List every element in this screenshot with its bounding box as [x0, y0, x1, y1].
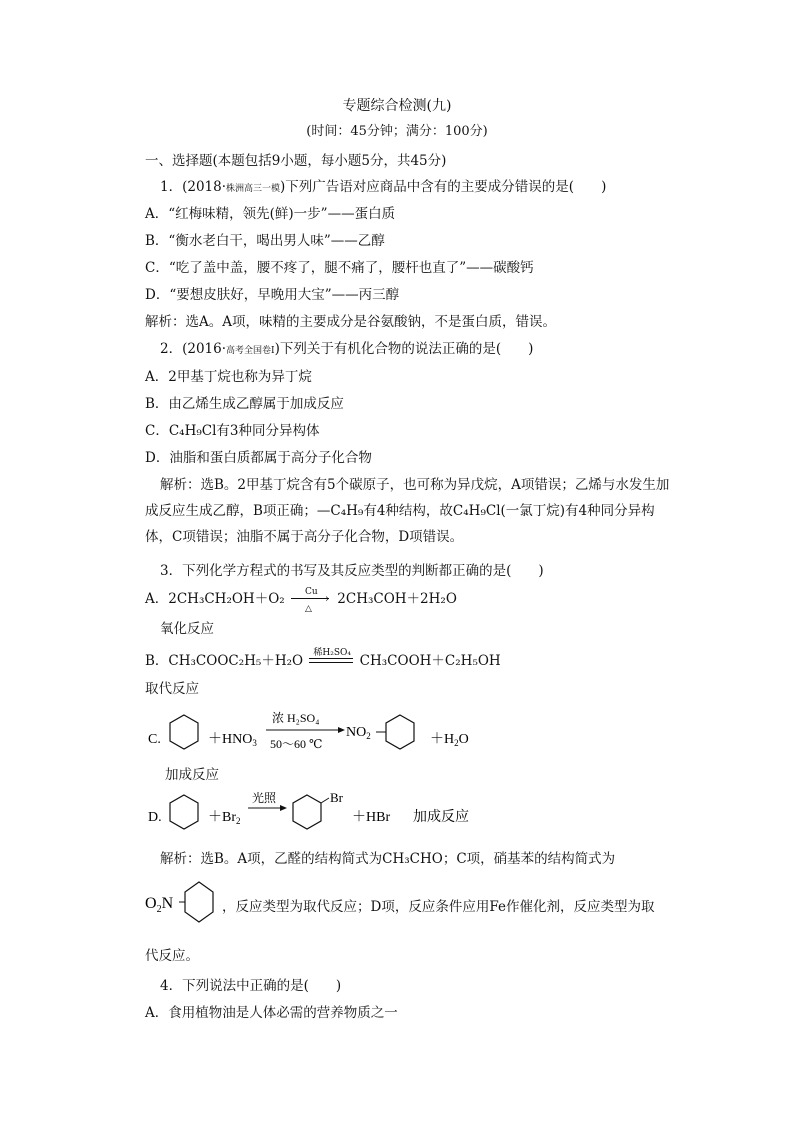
benzene-ring-icon	[170, 795, 198, 829]
q2-stem: 2．(2016·高考全国卷Ⅰ)下列关于有机化合物的说法正确的是( )	[160, 341, 534, 357]
bond-line	[321, 798, 329, 803]
q3-d-cond: 光照	[252, 791, 277, 805]
q3-d-type: 加成反应	[413, 810, 469, 825]
arrow-head-icon	[280, 805, 287, 811]
q3-option-c-reaction	[148, 700, 498, 762]
q3-b-arrow: 稀H₂SO₄	[307, 652, 355, 670]
q1-option-d: D．“要想皮肤好，早晚用大宝”——丙三醇	[145, 287, 400, 303]
svg-text:Br: Br	[330, 790, 343, 805]
q3-d-label: D.	[148, 810, 162, 825]
q1-option-b: B．“衡水老白干，喝出男人味”——乙醇	[145, 233, 385, 249]
q3-b-type: 取代反应	[145, 681, 199, 697]
q4-option-a: A．食用植物油是人体必需的营养物质之一	[145, 1005, 398, 1021]
q3-c-cond-top: 浓 H₂SO₄	[272, 711, 320, 725]
q1-option-a: A．“红梅味精，领先(鲜)一步”——蛋白质	[145, 206, 396, 222]
q3-option-d-reaction	[148, 788, 488, 844]
svg-text:＋Br2: $+Br_2$	[208, 810, 241, 826]
q2-source: 高考全国卷Ⅰ	[226, 346, 275, 356]
benzene-ring-icon	[386, 715, 414, 749]
forward-arrow-line	[309, 658, 353, 659]
q1-option-c: C．“吃了盖中盖，腰不疼了，腿不痛了，腰杆也直了”——碳酸钙	[145, 260, 534, 276]
q3-stem: 3．下列化学方程式的书写及其反应类型的判断都正确的是( )	[160, 563, 544, 579]
svg-text:NO2: $NO_2$	[346, 725, 371, 741]
q3-answer-line3: 代反应。	[145, 948, 199, 964]
q4-stem: 4．下列说法中正确的是( )	[160, 978, 342, 994]
q3-a-arrow: Cu › △	[289, 590, 333, 608]
benzene-ring-icon	[170, 715, 198, 749]
q1-stem: 1．(2018·株洲高三一模)下列广告语对应商品中含有的主要成分错误的是( )	[160, 179, 607, 195]
page-title: 专题综合检测(九)	[342, 98, 452, 114]
reverse-arrow-line	[309, 662, 353, 663]
q3-answer-line1: 解析：选B。A项，乙醛的结构简式为CH₃CHO；C项，硝基苯的结构简式为	[160, 851, 616, 867]
q1-answer: 解析：选A。A项，味精的主要成分是谷氨酸钠，不是蛋白质，错误。	[145, 314, 556, 330]
arrow-head-icon: ›	[324, 592, 330, 605]
arrow-line	[291, 598, 329, 599]
q3-option-b: B．CH₃COOC₂H₅＋H₂O 稀H₂SO₄ CH₃COOH＋C₂H₅OH	[145, 648, 501, 669]
q2-option-a: A．2甲基丁烷也称为异丁烷	[145, 369, 312, 385]
q2-answer: 解析：选B。2甲基丁烷含有5个碳原子，也可称为异戊烷，A项错误；乙烯与水发生加成反应生成乙醇，B项正确；—C₄H₉有4种结构，故C₄H₉Cl(一氯丁烷)有4种同分异构体，C项错误；油脂不属于高分子化合物，D项错误。	[145, 477, 670, 545]
q3-c-label: C.	[148, 732, 161, 747]
benzene-ring-icon	[185, 882, 213, 922]
nitrobenzene-structure	[145, 878, 217, 926]
q3-c-type: 加成反应	[165, 767, 219, 783]
q3-answer-line2: ，反应类型为取代反应；D项，反应条件应用Fe作催化剂，反应类型为取	[222, 899, 655, 915]
q2-option-c: C．C₄H₉Cl有3种同分异构体	[145, 423, 320, 439]
arrow-head-icon	[338, 727, 345, 733]
svg-text:＋H2O: $+H_2O$	[430, 732, 469, 748]
q1-source: 株洲高三一模	[226, 184, 281, 194]
q2-option-d: D．油脂和蛋白质都属于高分子化合物	[145, 450, 372, 466]
section-heading: 一、选择题(本题包括9小题，每小题5分，共45分)	[145, 153, 447, 169]
svg-text:O2N: $O_2N$	[145, 895, 174, 915]
svg-text:＋HNO3: $+HNO_3$	[208, 732, 257, 748]
q3-c-cond-bot: 50～60 ℃	[270, 737, 323, 751]
benzene-ring-icon	[293, 795, 321, 829]
q2-option-b: B．由乙烯生成乙醇属于加成反应	[145, 396, 344, 412]
q3-a-type: 氧化反应	[160, 621, 214, 637]
page-subtitle: (时间：45分钟；满分：100分)	[306, 124, 488, 139]
svg-text:＋HBr: ＋HBr	[352, 810, 391, 825]
q3-option-a: A．2CH₃CH₂OH＋O₂ Cu › △ 2CH₃COH＋2H₂O	[145, 587, 457, 614]
